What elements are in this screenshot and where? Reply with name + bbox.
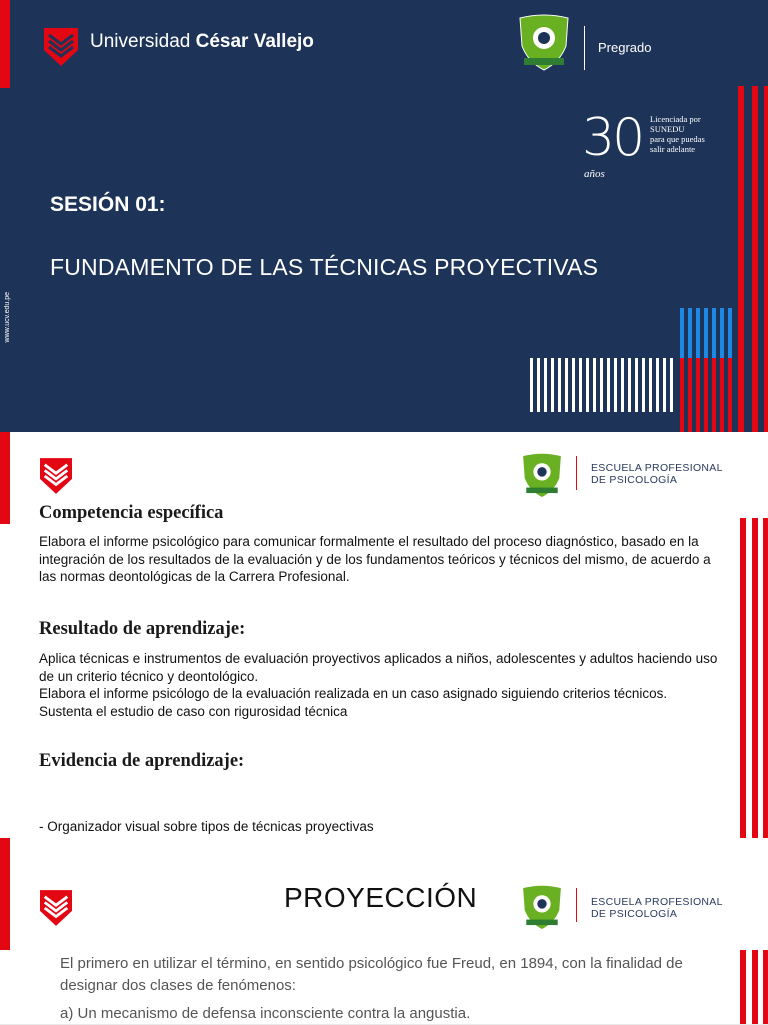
session-heading: SESIÓN 01: [50,193,166,216]
proyeccion-item-a: a) Un mecanismo de defensa inconsciente contra la angustia. [60,1005,471,1022]
university-bold: César Vallejo [195,31,314,52]
resultado-item: Elabora el informe psicólogo de la evaluación realizada en un caso asignado siguiendo criterios técnicos. [39,686,668,701]
session-subtitle: FUNDAMENTO DE LAS TÉCNICAS PROYECTIVAS [50,254,599,280]
slide-cover [0,0,768,432]
slide-competencias [0,432,768,866]
ucv-logo-icon [44,28,78,66]
slide-title: PROYECCIÓN [284,882,478,913]
ucv-logo-icon [40,890,72,926]
slide-proyeccion [0,838,768,1024]
school-line: ESCUELA PROFESIONAL [591,462,723,474]
license-line: Licenciada por [650,114,701,124]
resultado-item: Aplica técnicas e instrumentos de evaluación proyectivos aplicados a niños, adolescentes y adultos haciendo uso de un criterio técnico y deontológico. [39,651,718,684]
anniversary-number: 30 [582,108,643,168]
website-url: www.ucv.edu.pe [4,292,11,343]
license-line: salir adelante [650,144,696,154]
ucv-logo-icon [40,458,72,494]
evidencia-heading: Evidencia de aprendizaje: [39,751,245,771]
accreditation-badge-icon [520,450,564,500]
left-red-bar [0,0,10,88]
decorative-stripes [738,950,768,1024]
program-label: Pregrado [598,40,652,55]
decorative-stripes [738,518,768,866]
resultado-list [39,650,719,720]
proyeccion-paragraph: El primero en utilizar el término, en sentido psicológico fue Freud, en 1894, con la finalidad de designar dos clases de fenómenos: [60,955,683,994]
competencia-text: Elabora el informe psicológico para comunicar formalmente el resultado del proceso diagnóstico, basado en la integración de los resultados de la evaluación y de los fundamentos teóricos y técnicos del mismo, de acuerdo a las normas deontológicas de la Carrera Profesional. [39,534,711,584]
header-divider [576,888,577,922]
school-line: DE PSICOLOGÍA [591,908,678,920]
school-line: DE PSICOLOGÍA [591,474,678,486]
anniversary-unit: años [584,168,605,180]
accreditation-badge-icon [520,882,564,932]
university-prefix: Universidad [90,31,191,52]
school-name [591,462,723,486]
header-divider [584,26,585,70]
resultado-heading: Resultado de aprendizaje: [39,619,246,639]
left-red-bar [0,432,10,524]
header-divider [576,456,577,490]
resultado-item: Sustenta el estudio de caso con rigurosidad técnica [39,703,348,719]
accreditation-badge-icon [516,12,572,72]
left-red-bar [0,838,10,950]
evidencia-item: - Organizador visual sobre tipos de técnicas proyectivas [39,819,374,834]
license-line: SUNEDU [650,124,685,134]
school-line: ESCUELA PROFESIONAL [591,896,723,908]
school-name [591,896,723,920]
decorative-stripes [528,86,768,432]
license-line: para que puedas [650,134,705,144]
university-name [90,31,314,53]
competencia-heading: Competencia específica [39,503,224,523]
